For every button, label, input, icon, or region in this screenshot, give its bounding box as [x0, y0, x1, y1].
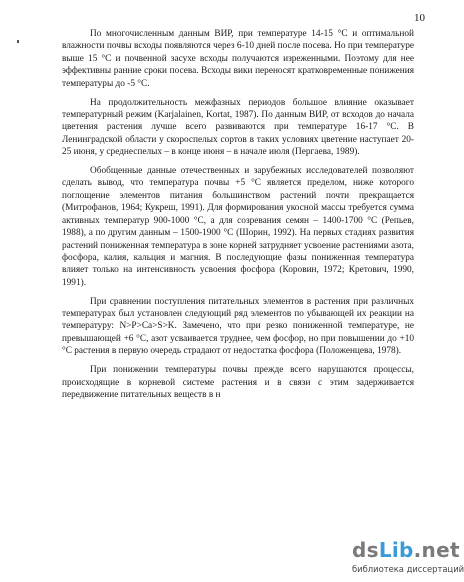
watermark-logo-ds: ds	[352, 538, 379, 562]
paragraph-5: При понижении температуры почвы прежде всего нарушаются процессы, происходящие в корневой системе растения и в связи с этим задерживается передвижение питательных веществ в н	[62, 365, 414, 400]
margin-mark	[17, 40, 19, 43]
watermark-logo	[352, 538, 460, 562]
watermark	[352, 538, 464, 578]
paragraph-1: По многочисленным данным ВИР, при температуре 14-15 °С и оптимальной влажности почвы всходы появляются через 6-10 дней после посева. Но при температуре выше 15 °С и почвенной засухе всходы получаются изреженными. Поэтому для нее эффективны ранние сроки посева. Всходы вики переносят кратковременные понижения температуры до -5 °С.	[62, 29, 414, 89]
page-number: 10	[414, 12, 425, 24]
watermark-subtitle: библиотека диссертаций	[352, 564, 464, 574]
paragraph-2: На продолжительность межфазных периодов большое влияние оказывает температурный режим (Karjalainen, Kortat, 1987). По данным ВИР, от всходов до начала цветения растения лучше всего развиваются при температуре 16-17 °С. В Ленинградской области у скороспелых сортов в таких условиях цветение наступает 20-25 июня, у среднеспелых – в конце июня – в начале июля (Пергаева, 1989).	[62, 97, 414, 158]
watermark-logo-net: .net	[413, 538, 460, 562]
paragraph-3: Обобщенные данные отечественных и зарубежных исследователей позволяют сделать вывод, что температура почвы +5 °С является пределом, ниже которого поглощение элементов питания большинством растений почти прекращается (Митрофанов, 1964; Кукреш, 1991). Для формирования укосной массы требуется сумма активных температур 900-1000 °С, а для созревания семян – 1400-1700 °С (Репьев, 1988), а по другим данным – 1500-1900 °С (Шорин, 1992). На первых стадиях развития растений пониженная температура в зоне корней затрудняет усвоение растениями азота, фосфора, калия, кальция и магния. В последующие фазы пониженная температура влияет только на интенсивность усвоения фосфора (Коровин, 1972; Кретович, 1990, 1991).	[62, 166, 414, 288]
paragraph-4: При сравнении поступления питательных элементов в растения при различных температурах был установлен следующий ряд элементов по убывающей их реакции на температуру: N>P>Ca>S>K. Замечено, что при резко пониженной температуре, не превышающей +6 °С, азот усваивается труднее, чем фосфор, но при повышении до +10 °С растения в первую очередь страдают от недостатка фосфора (Положенцева, 1978).	[62, 296, 414, 357]
watermark-logo-lib: Lib	[378, 538, 414, 562]
body-text	[62, 28, 414, 408]
